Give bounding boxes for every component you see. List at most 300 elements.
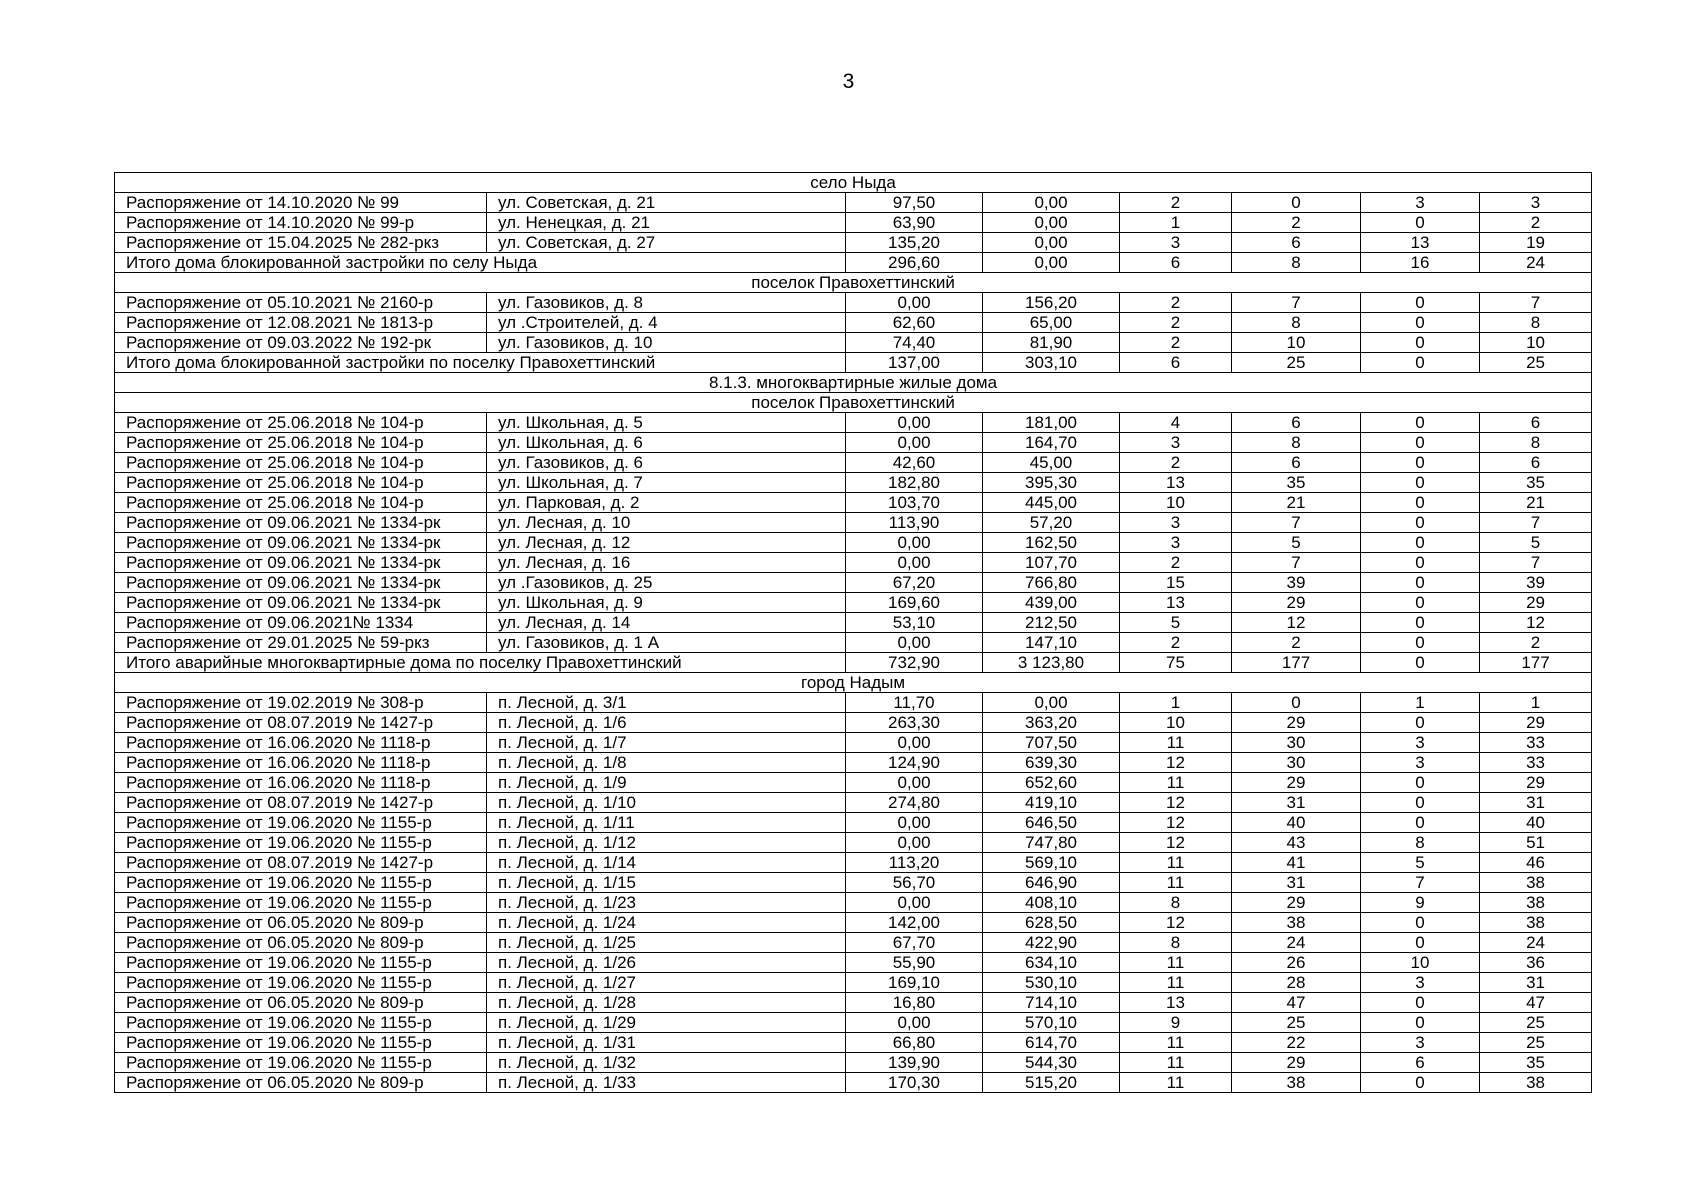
total-value: 0	[1361, 653, 1480, 673]
section-header-row	[115, 273, 1592, 293]
table-row	[115, 593, 1592, 613]
count-cell-2: 24	[1232, 933, 1361, 953]
decree-cell: Распоряжение от 09.03.2022 № 192-рк	[115, 333, 487, 353]
decree-cell: Распоряжение от 09.06.2021 № 1334-рк	[115, 513, 487, 533]
count-cell-1: 2	[1120, 193, 1232, 213]
table-row	[115, 533, 1592, 553]
area-cell-1: 0,00	[846, 833, 983, 853]
count-cell-total: 25	[1480, 1033, 1592, 1053]
housing-table	[114, 172, 1592, 1093]
table-row	[115, 813, 1592, 833]
area-cell-2: 707,50	[983, 733, 1120, 753]
count-cell-3: 0	[1361, 813, 1480, 833]
count-cell-1: 13	[1120, 593, 1232, 613]
decree-cell: Распоряжение от 09.06.2021 № 1334-рк	[115, 573, 487, 593]
count-cell-total: 3	[1480, 193, 1592, 213]
count-cell-1: 5	[1120, 613, 1232, 633]
area-cell-1: 274,80	[846, 793, 983, 813]
area-cell-2: 646,90	[983, 873, 1120, 893]
count-cell-2: 6	[1232, 453, 1361, 473]
count-cell-3: 0	[1361, 993, 1480, 1013]
count-cell-2: 6	[1232, 233, 1361, 253]
count-cell-total: 38	[1480, 913, 1592, 933]
address-cell: п. Лесной, д. 1/31	[487, 1033, 846, 1053]
count-cell-3: 8	[1361, 833, 1480, 853]
decree-cell: Распоряжение от 16.06.2020 № 1118-р	[115, 733, 487, 753]
count-cell-1: 1	[1120, 213, 1232, 233]
count-cell-2: 29	[1232, 593, 1361, 613]
decree-cell: Распоряжение от 08.07.2019 № 1427-р	[115, 793, 487, 813]
count-cell-total: 40	[1480, 813, 1592, 833]
count-cell-2: 10	[1232, 333, 1361, 353]
area-cell-1: 53,10	[846, 613, 983, 633]
count-cell-3: 0	[1361, 453, 1480, 473]
count-cell-2: 43	[1232, 833, 1361, 853]
area-cell-2: 0,00	[983, 233, 1120, 253]
area-cell-1: 97,50	[846, 193, 983, 213]
count-cell-1: 2	[1120, 553, 1232, 573]
count-cell-1: 2	[1120, 293, 1232, 313]
area-cell-1: 55,90	[846, 953, 983, 973]
address-cell: п. Лесной, д. 1/8	[487, 753, 846, 773]
area-cell-1: 0,00	[846, 553, 983, 573]
area-cell-1: 16,80	[846, 993, 983, 1013]
total-value: 732,90	[846, 653, 983, 673]
count-cell-1: 3	[1120, 233, 1232, 253]
area-cell-1: 62,60	[846, 313, 983, 333]
address-cell: ул. Школьная, д. 5	[487, 413, 846, 433]
area-cell-2: 0,00	[983, 193, 1120, 213]
table-row	[115, 613, 1592, 633]
count-cell-1: 12	[1120, 753, 1232, 773]
table-row	[115, 573, 1592, 593]
count-cell-1: 11	[1120, 1033, 1232, 1053]
count-cell-total: 33	[1480, 733, 1592, 753]
count-cell-2: 38	[1232, 913, 1361, 933]
area-cell-2: 45,00	[983, 453, 1120, 473]
area-cell-1: 124,90	[846, 753, 983, 773]
table-row	[115, 793, 1592, 813]
count-cell-total: 47	[1480, 993, 1592, 1013]
count-cell-3: 13	[1361, 233, 1480, 253]
area-cell-2: 107,70	[983, 553, 1120, 573]
count-cell-2: 7	[1232, 513, 1361, 533]
count-cell-2: 39	[1232, 573, 1361, 593]
address-cell: п. Лесной, д. 1/23	[487, 893, 846, 913]
decree-cell: Распоряжение от 25.06.2018 № 104-р	[115, 433, 487, 453]
count-cell-2: 29	[1232, 773, 1361, 793]
total-value: 0,00	[983, 253, 1120, 273]
table-row	[115, 933, 1592, 953]
address-cell: ул. Лесная, д. 16	[487, 553, 846, 573]
area-cell-2: 569,10	[983, 853, 1120, 873]
table-row	[115, 553, 1592, 573]
count-cell-2: 30	[1232, 753, 1361, 773]
address-cell: п. Лесной, д. 1/28	[487, 993, 846, 1013]
decree-cell: Распоряжение от 06.05.2020 № 809-р	[115, 933, 487, 953]
area-cell-2: 766,80	[983, 573, 1120, 593]
table-row	[115, 213, 1592, 233]
count-cell-total: 31	[1480, 793, 1592, 813]
total-label: Итого дома блокированной застройки по селу Ныда	[115, 253, 846, 273]
count-cell-total: 35	[1480, 473, 1592, 493]
total-label: Итого аварийные многоквартирные дома по поселку Правохеттинский	[115, 653, 846, 673]
section-header-row	[115, 393, 1592, 413]
count-cell-1: 13	[1120, 473, 1232, 493]
count-cell-total: 1	[1480, 693, 1592, 713]
area-cell-1: 0,00	[846, 773, 983, 793]
total-row	[115, 253, 1592, 273]
count-cell-1: 2	[1120, 313, 1232, 333]
address-cell: п. Лесной, д. 1/32	[487, 1053, 846, 1073]
count-cell-2: 41	[1232, 853, 1361, 873]
decree-cell: Распоряжение от 19.06.2020 № 1155-р	[115, 1053, 487, 1073]
count-cell-3: 7	[1361, 873, 1480, 893]
table-row	[115, 733, 1592, 753]
count-cell-1: 11	[1120, 973, 1232, 993]
decree-cell: Распоряжение от 06.05.2020 № 809-р	[115, 993, 487, 1013]
decree-cell: Распоряжение от 12.08.2021 № 1813-р	[115, 313, 487, 333]
count-cell-total: 7	[1480, 293, 1592, 313]
count-cell-2: 21	[1232, 493, 1361, 513]
decree-cell: Распоряжение от 19.06.2020 № 1155-р	[115, 973, 487, 993]
count-cell-1: 3	[1120, 513, 1232, 533]
area-cell-2: 395,30	[983, 473, 1120, 493]
decree-cell: Распоряжение от 25.06.2018 № 104-р	[115, 453, 487, 473]
count-cell-3: 0	[1361, 613, 1480, 633]
area-cell-1: 0,00	[846, 293, 983, 313]
decree-cell: Распоряжение от 08.07.2019 № 1427-р	[115, 853, 487, 873]
count-cell-1: 4	[1120, 413, 1232, 433]
count-cell-total: 35	[1480, 1053, 1592, 1073]
area-cell-2: 646,50	[983, 813, 1120, 833]
count-cell-total: 7	[1480, 553, 1592, 573]
area-cell-2: 714,10	[983, 993, 1120, 1013]
address-cell: п. Лесной, д. 1/24	[487, 913, 846, 933]
count-cell-3: 0	[1361, 1073, 1480, 1093]
address-cell: ул. Школьная, д. 6	[487, 433, 846, 453]
area-cell-1: 67,20	[846, 573, 983, 593]
count-cell-total: 46	[1480, 853, 1592, 873]
count-cell-2: 35	[1232, 473, 1361, 493]
area-cell-1: 56,70	[846, 873, 983, 893]
count-cell-1: 8	[1120, 893, 1232, 913]
count-cell-total: 5	[1480, 533, 1592, 553]
count-cell-3: 3	[1361, 1033, 1480, 1053]
area-cell-2: 65,00	[983, 313, 1120, 333]
address-cell: ул. Школьная, д. 9	[487, 593, 846, 613]
decree-cell: Распоряжение от 09.06.2021 № 1334-рк	[115, 533, 487, 553]
count-cell-total: 2	[1480, 633, 1592, 653]
count-cell-1: 3	[1120, 433, 1232, 453]
count-cell-3: 0	[1361, 433, 1480, 453]
count-cell-total: 25	[1480, 1013, 1592, 1033]
total-value: 303,10	[983, 353, 1120, 373]
table-row	[115, 913, 1592, 933]
count-cell-1: 15	[1120, 573, 1232, 593]
count-cell-3: 0	[1361, 313, 1480, 333]
area-cell-1: 142,00	[846, 913, 983, 933]
area-cell-2: 57,20	[983, 513, 1120, 533]
table-body	[115, 173, 1592, 1093]
table-row	[115, 193, 1592, 213]
area-cell-2: 156,20	[983, 293, 1120, 313]
table-row	[115, 993, 1592, 1013]
address-cell: ул. Лесная, д. 14	[487, 613, 846, 633]
area-cell-1: 135,20	[846, 233, 983, 253]
count-cell-3: 0	[1361, 553, 1480, 573]
count-cell-2: 8	[1232, 433, 1361, 453]
decree-cell: Распоряжение от 16.06.2020 № 1118-р	[115, 773, 487, 793]
table-row	[115, 753, 1592, 773]
count-cell-2: 30	[1232, 733, 1361, 753]
area-cell-2: 419,10	[983, 793, 1120, 813]
table-row	[115, 493, 1592, 513]
area-cell-1: 0,00	[846, 533, 983, 553]
count-cell-1: 1	[1120, 693, 1232, 713]
area-cell-2: 147,10	[983, 633, 1120, 653]
address-cell: п. Лесной, д. 1/27	[487, 973, 846, 993]
decree-cell: Распоряжение от 19.02.2019 № 308-р	[115, 693, 487, 713]
count-cell-2: 8	[1232, 313, 1361, 333]
count-cell-3: 0	[1361, 213, 1480, 233]
area-cell-1: 0,00	[846, 813, 983, 833]
total-value: 177	[1480, 653, 1592, 673]
table-row	[115, 1013, 1592, 1033]
area-cell-1: 103,70	[846, 493, 983, 513]
count-cell-2: 47	[1232, 993, 1361, 1013]
count-cell-total: 29	[1480, 593, 1592, 613]
address-cell: ул. Советская, д. 21	[487, 193, 846, 213]
decree-cell: Распоряжение от 19.06.2020 № 1155-р	[115, 1013, 487, 1033]
count-cell-2: 29	[1232, 1053, 1361, 1073]
area-cell-1: 74,40	[846, 333, 983, 353]
count-cell-1: 12	[1120, 793, 1232, 813]
area-cell-2: 639,30	[983, 753, 1120, 773]
section-title: 8.1.3. многоквартирные жилые дома	[115, 373, 1592, 393]
area-cell-2: 408,10	[983, 893, 1120, 913]
count-cell-1: 2	[1120, 333, 1232, 353]
count-cell-3: 9	[1361, 893, 1480, 913]
address-cell: п. Лесной, д. 1/7	[487, 733, 846, 753]
count-cell-3: 0	[1361, 293, 1480, 313]
decree-cell: Распоряжение от 19.06.2020 № 1155-р	[115, 893, 487, 913]
count-cell-1: 3	[1120, 533, 1232, 553]
total-value: 25	[1480, 353, 1592, 373]
decree-cell: Распоряжение от 29.01.2025 № 59-ркз	[115, 633, 487, 653]
count-cell-2: 5	[1232, 533, 1361, 553]
count-cell-total: 29	[1480, 773, 1592, 793]
count-cell-1: 2	[1120, 633, 1232, 653]
count-cell-1: 12	[1120, 813, 1232, 833]
count-cell-1: 11	[1120, 873, 1232, 893]
count-cell-3: 3	[1361, 753, 1480, 773]
count-cell-3: 0	[1361, 473, 1480, 493]
area-cell-2: 0,00	[983, 213, 1120, 233]
address-cell: ул. Ненецкая, д. 21	[487, 213, 846, 233]
count-cell-2: 26	[1232, 953, 1361, 973]
table-row	[115, 633, 1592, 653]
table-row	[115, 1073, 1592, 1093]
count-cell-total: 10	[1480, 333, 1592, 353]
count-cell-1: 12	[1120, 833, 1232, 853]
total-value: 0	[1361, 353, 1480, 373]
table-row	[115, 713, 1592, 733]
count-cell-total: 38	[1480, 873, 1592, 893]
address-cell: ул. Школьная, д. 7	[487, 473, 846, 493]
decree-cell: Распоряжение от 09.06.2021№ 1334	[115, 613, 487, 633]
area-cell-1: 139,90	[846, 1053, 983, 1073]
area-cell-2: 652,60	[983, 773, 1120, 793]
area-cell-1: 169,10	[846, 973, 983, 993]
decree-cell: Распоряжение от 19.06.2020 № 1155-р	[115, 813, 487, 833]
table-row	[115, 833, 1592, 853]
count-cell-1: 10	[1120, 713, 1232, 733]
address-cell: п. Лесной, д. 1/14	[487, 853, 846, 873]
count-cell-2: 6	[1232, 413, 1361, 433]
count-cell-3: 3	[1361, 973, 1480, 993]
count-cell-2: 28	[1232, 973, 1361, 993]
area-cell-1: 182,80	[846, 473, 983, 493]
address-cell: ул. Газовиков, д. 6	[487, 453, 846, 473]
total-value: 177	[1232, 653, 1361, 673]
address-cell: ул. Парковая, д. 2	[487, 493, 846, 513]
count-cell-total: 12	[1480, 613, 1592, 633]
count-cell-3: 6	[1361, 1053, 1480, 1073]
count-cell-total: 39	[1480, 573, 1592, 593]
count-cell-total: 7	[1480, 513, 1592, 533]
count-cell-3: 0	[1361, 413, 1480, 433]
address-cell: п. Лесной, д. 1/25	[487, 933, 846, 953]
area-cell-1: 113,20	[846, 853, 983, 873]
area-cell-1: 0,00	[846, 633, 983, 653]
count-cell-2: 7	[1232, 293, 1361, 313]
count-cell-3: 10	[1361, 953, 1480, 973]
table-row	[115, 513, 1592, 533]
table-row	[115, 413, 1592, 433]
area-cell-1: 0,00	[846, 733, 983, 753]
decree-cell: Распоряжение от 19.06.2020 № 1155-р	[115, 873, 487, 893]
table-row	[115, 873, 1592, 893]
area-cell-2: 0,00	[983, 693, 1120, 713]
address-cell: ул. Газовиков, д. 8	[487, 293, 846, 313]
area-cell-2: 614,70	[983, 1033, 1120, 1053]
total-value: 296,60	[846, 253, 983, 273]
address-cell: ул. Газовиков, д. 1 А	[487, 633, 846, 653]
area-cell-2: 445,00	[983, 493, 1120, 513]
area-cell-1: 66,80	[846, 1033, 983, 1053]
table-row	[115, 333, 1592, 353]
total-value: 6	[1120, 353, 1232, 373]
count-cell-3: 0	[1361, 713, 1480, 733]
decree-cell: Распоряжение от 15.04.2025 № 282-ркз	[115, 233, 487, 253]
decree-cell: Распоряжение от 25.06.2018 № 104-р	[115, 413, 487, 433]
area-cell-2: 422,90	[983, 933, 1120, 953]
count-cell-total: 31	[1480, 973, 1592, 993]
decree-cell: Распоряжение от 05.10.2021 № 2160-р	[115, 293, 487, 313]
count-cell-2: 40	[1232, 813, 1361, 833]
address-cell: п. Лесной, д. 1/12	[487, 833, 846, 853]
total-value: 8	[1232, 253, 1361, 273]
count-cell-1: 11	[1120, 953, 1232, 973]
count-cell-2: 38	[1232, 1073, 1361, 1093]
table-row	[115, 313, 1592, 333]
count-cell-3: 0	[1361, 913, 1480, 933]
address-cell: ул. Советская, д. 27	[487, 233, 846, 253]
total-value: 6	[1120, 253, 1232, 273]
area-cell-1: 67,70	[846, 933, 983, 953]
table-row	[115, 973, 1592, 993]
table-row	[115, 433, 1592, 453]
area-cell-2: 628,50	[983, 913, 1120, 933]
count-cell-3: 1	[1361, 693, 1480, 713]
count-cell-total: 6	[1480, 413, 1592, 433]
section-header-row	[115, 173, 1592, 193]
decree-cell: Распоряжение от 19.06.2020 № 1155-р	[115, 1033, 487, 1053]
count-cell-3: 0	[1361, 333, 1480, 353]
count-cell-total: 51	[1480, 833, 1592, 853]
address-cell: п. Лесной, д. 3/1	[487, 693, 846, 713]
total-value: 137,00	[846, 353, 983, 373]
count-cell-2: 29	[1232, 713, 1361, 733]
count-cell-2: 25	[1232, 1013, 1361, 1033]
address-cell: ул .Газовиков, д. 25	[487, 573, 846, 593]
table-row	[115, 453, 1592, 473]
count-cell-3: 0	[1361, 1013, 1480, 1033]
area-cell-2: 570,10	[983, 1013, 1120, 1033]
count-cell-1: 11	[1120, 1053, 1232, 1073]
count-cell-1: 10	[1120, 493, 1232, 513]
count-cell-total: 33	[1480, 753, 1592, 773]
area-cell-2: 164,70	[983, 433, 1120, 453]
total-row	[115, 353, 1592, 373]
count-cell-3: 0	[1361, 773, 1480, 793]
total-value: 3 123,80	[983, 653, 1120, 673]
decree-cell: Распоряжение от 25.06.2018 № 104-р	[115, 473, 487, 493]
decree-cell: Распоряжение от 14.10.2020 № 99-р	[115, 213, 487, 233]
area-cell-1: 0,00	[846, 1013, 983, 1033]
count-cell-1: 11	[1120, 773, 1232, 793]
count-cell-2: 2	[1232, 633, 1361, 653]
count-cell-total: 24	[1480, 933, 1592, 953]
count-cell-1: 13	[1120, 993, 1232, 1013]
section-title: село Ныда	[115, 173, 1592, 193]
total-value: 75	[1120, 653, 1232, 673]
count-cell-total: 6	[1480, 453, 1592, 473]
count-cell-1: 12	[1120, 913, 1232, 933]
page-number: 3	[842, 70, 855, 93]
area-cell-1: 0,00	[846, 893, 983, 913]
area-cell-2: 634,10	[983, 953, 1120, 973]
count-cell-total: 8	[1480, 313, 1592, 333]
decree-cell: Распоряжение от 19.06.2020 № 1155-р	[115, 833, 487, 853]
count-cell-total: 36	[1480, 953, 1592, 973]
area-cell-2: 544,30	[983, 1053, 1120, 1073]
count-cell-3: 0	[1361, 633, 1480, 653]
count-cell-total: 21	[1480, 493, 1592, 513]
section-title: город Надым	[115, 673, 1592, 693]
count-cell-3: 0	[1361, 533, 1480, 553]
count-cell-3: 0	[1361, 593, 1480, 613]
count-cell-1: 11	[1120, 1073, 1232, 1093]
total-row	[115, 653, 1592, 673]
table-row	[115, 953, 1592, 973]
area-cell-2: 363,20	[983, 713, 1120, 733]
count-cell-3: 5	[1361, 853, 1480, 873]
count-cell-3: 3	[1361, 733, 1480, 753]
area-cell-1: 11,70	[846, 693, 983, 713]
decree-cell: Распоряжение от 08.07.2019 № 1427-р	[115, 713, 487, 733]
